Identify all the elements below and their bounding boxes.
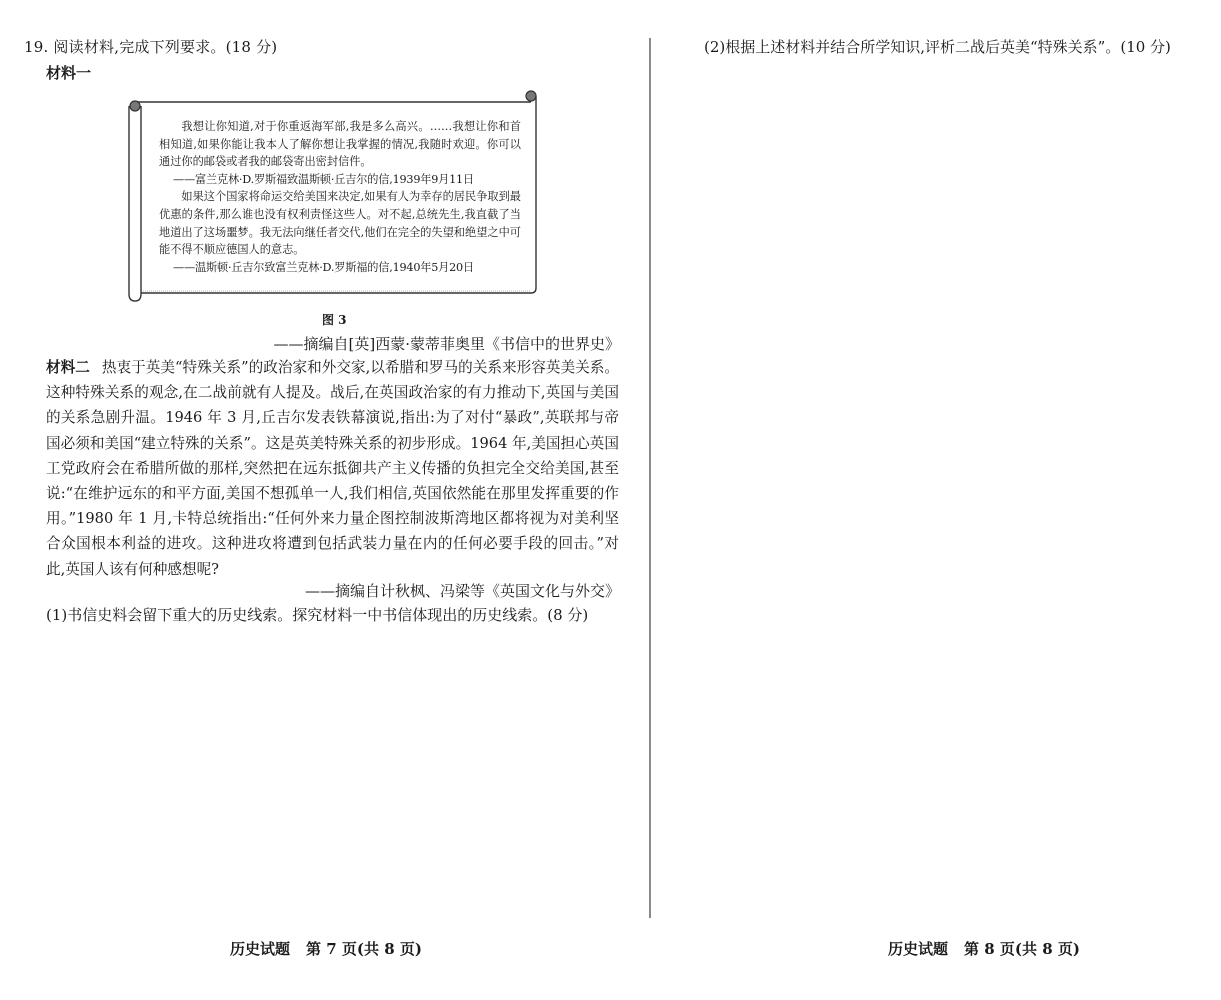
- page-footer-8: [888, 938, 1080, 959]
- letters-text: [159, 118, 521, 276]
- material-one-label: 材料一: [46, 64, 92, 82]
- letter-scroll-figure: [127, 90, 539, 302]
- page-footer-7: [230, 938, 422, 959]
- material-two-label: 材料二: [46, 359, 90, 376]
- exam-page-8: [651, 0, 1221, 1000]
- footer-subject: 历史试题: [888, 940, 949, 958]
- letter-1-signature: ——富兰克林·D.罗斯福致温斯顿·丘吉尔的信,1939年9月11日: [173, 172, 474, 186]
- figure-caption: 图 3: [322, 313, 347, 327]
- letter-2-signature: ——温斯顿·丘吉尔致富兰克林·D.罗斯福的信,1940年5月20日: [173, 260, 474, 274]
- letter-1-body: 我想让你知道,对于你重返海军部,我是多么高兴。……我想让你和首相知道,如果你能让我本人了解你想让我掌握的情况,我随时欢迎。你可以通过你的邮袋或者我的邮袋寄出密封信件。: [159, 120, 521, 169]
- sub-question-1: (1)书信史料会留下重大的历史线索。探究材料一中书信体现出的历史线索。(8 分): [46, 606, 589, 624]
- footer-subject: 历史试题: [230, 940, 291, 958]
- material-one-source: ——摘编自[英]西蒙·蒙蒂菲奥里《书信中的世界史》: [273, 335, 620, 353]
- footer-page-number: 第 7 页(共 8 页): [306, 940, 422, 958]
- material-two: [46, 355, 619, 582]
- question-title: 19. 阅读材料,完成下列要求。(18 分): [24, 38, 278, 56]
- material-two-source: ——摘编自计秋枫、冯梁等《英国文化与外交》: [304, 582, 620, 600]
- footer-page-number: 第 8 页(共 8 页): [964, 940, 1080, 958]
- letter-2-body: 如果这个国家将命运交给美国来决定,如果有人为幸存的居民争取到最优惠的条件,那么谁也没有权利责怪这些人。对不起,总统先生,我直截了当地道出了这场噩梦。我无法向继任者交代,他们在完全的失望和绝望之中可能不得不顺应德国人的意志。: [159, 190, 521, 257]
- material-two-text: 热衷于英美“特殊关系”的政治家和外交家,以希腊和罗马的关系来形容英美关系。这种特殊关系的观念,在二战前就有人提及。战后,在英国政治家的有力推动下,英国与美国的关系急剧升温。1946 年 3 月,丘吉尔发表铁幕演说,指出:为了对付“暴政”,英联邦与帝国必须和美国“建立特殊的关系”。这是英美特殊关系的初步形成。1964 年,美国担心英国工党政府会在希腊所做的那样,突然把在远东抵御共产主义传播的负担完全交给美国,甚至说:“在维护远东的和平方面,美国不想孤单一人,我们相信,英国依然能在那里发挥重要的作用。”1980 年 1 月,卡特总统指出:“任何外来力量企图控制波斯湾地区都将视为对美利坚合众国根本利益的进攻。这种进攻将遭到包括武装力量在内的任何必要手段的回击。”对此,英国人该有何种感想呢?: [46, 359, 619, 578]
- sub-question-2: (2)根据上述材料并结合所学知识,评析二战后英美“特殊关系”。(10 分): [704, 38, 1171, 56]
